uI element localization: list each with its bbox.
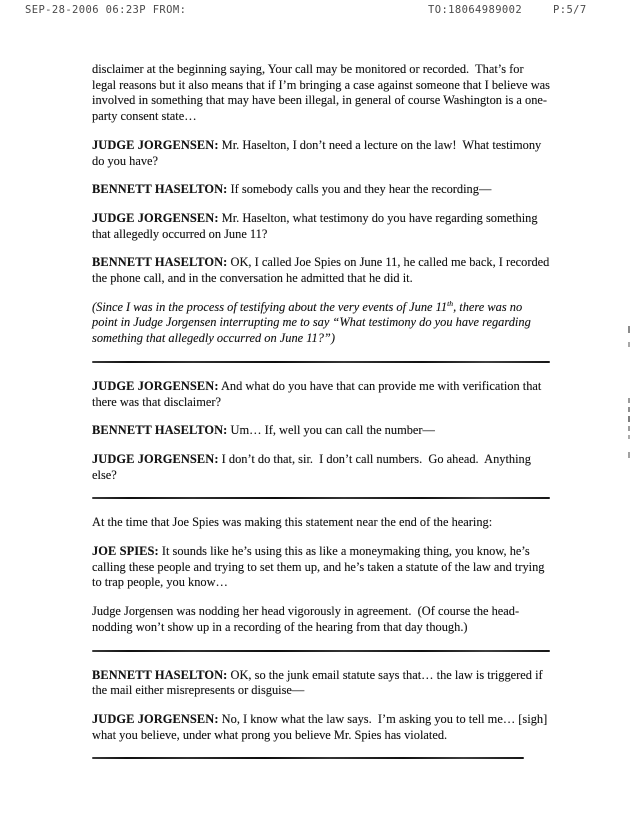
scan-artifact: [628, 416, 630, 422]
speaker-name: BENNETT HASELTON:: [92, 182, 228, 197]
speaker-name: BENNETT HASELTON:: [92, 667, 228, 682]
fax-to-number: TO:18064989002: [428, 4, 523, 16]
dialogue-paragraph: JUDGE JORGENSEN: Mr. Haselton, I don’t need a lecture on the law! What testimony do you have?: [92, 137, 545, 168]
dialogue-paragraph: BENNETT HASELTON: If somebody calls you and they hear the recording—: [92, 182, 492, 197]
speaker-name: JUDGE JORGENSEN:: [92, 711, 219, 726]
transcript: [92, 62, 554, 775]
speaker-name: JUDGE JORGENSEN:: [92, 137, 219, 152]
scan-artifact: [628, 398, 630, 403]
dialogue-paragraph: JOE SPIES: It sounds like he’s using this as like a moneymaking thing, you know, he’s calling these people and trying to set them up, and he’s taken a statute of the law and trying to trap people, you know…: [92, 544, 548, 590]
dialogue-paragraph: JUDGE JORGENSEN: I don’t do that, sir. I don’t call numbers. Go ahead. Anything else?: [92, 451, 535, 482]
scan-artifact: [628, 435, 630, 439]
speaker-name: BENNETT HASELTON:: [92, 255, 228, 270]
speaker-name: JOE SPIES:: [92, 544, 159, 559]
dialogue-paragraph: BENNETT HASELTON: Um… If, well you can call the number—: [92, 423, 435, 438]
fax-page-counter: P:5/7: [553, 4, 587, 16]
separator-line: [92, 757, 524, 759]
speaker-name: JUDGE JORGENSEN:: [92, 378, 219, 393]
narration-paragraph: (Since I was in the process of testifying about the very events of June 11th, there was no point in Judge Jorgensen interrupting me to say “What testimony do you have regarding something that allegedly occurred on June 11?”): [92, 298, 534, 346]
dialogue-paragraph: JUDGE JORGENSEN: Mr. Haselton, what testimony do you have regarding something that allegedly occurred on June 11?: [92, 210, 541, 241]
narration-paragraph: disclaimer at the beginning saying, Your call may be monitored or recorded. That’s for legal reasons but it also means that if I’m bringing a case against someone that I believe was involved in something that may have been illegal, in general of course Washington is a one-party consent state…: [92, 62, 554, 124]
fax-header: [0, 4, 636, 20]
scan-artifact: [628, 342, 630, 347]
scan-artifact: [628, 407, 630, 412]
narration-paragraph: Judge Jorgensen was nodding her head vigorously in agreement. (Of course the head-nodding won’t show up in a recording of the hearing from that day though.): [92, 604, 520, 634]
dialogue-paragraph: JUDGE JORGENSEN: And what do you have that can provide me with verification that there was that disclaimer?: [92, 378, 545, 409]
dialogue-paragraph: BENNETT HASELTON: OK, I called Joe Spies on June 11, he called me back, I recorded the phone call, and in the conversation he admitted that he did it.: [92, 255, 553, 286]
scan-artifact: [628, 426, 630, 431]
fax-timestamp-from: SEP-28-2006 06:23P FROM:: [25, 4, 187, 16]
dialogue-paragraph: BENNETT HASELTON: OK, so the junk email statute says that… the law is triggered if the mail either misrepresents or disguise—: [92, 667, 546, 698]
speaker-name: JUDGE JORGENSEN:: [92, 451, 219, 466]
scan-artifact: [628, 452, 630, 458]
speaker-name: JUDGE JORGENSEN:: [92, 210, 219, 225]
narration-paragraph: At the time that Joe Spies was making this statement near the end of the hearing:: [92, 515, 493, 530]
dialogue-paragraph: JUDGE JORGENSEN: No, I know what the law says. I’m asking you to tell me… [sigh] what you believe, under what prong you believe Mr. Spies has violated.: [92, 711, 551, 742]
separator-line: [92, 497, 550, 499]
speaker-name: BENNETT HASELTON:: [92, 423, 228, 438]
scan-artifact: [628, 326, 630, 333]
separator-line: [92, 361, 550, 363]
separator-line: [92, 650, 550, 652]
